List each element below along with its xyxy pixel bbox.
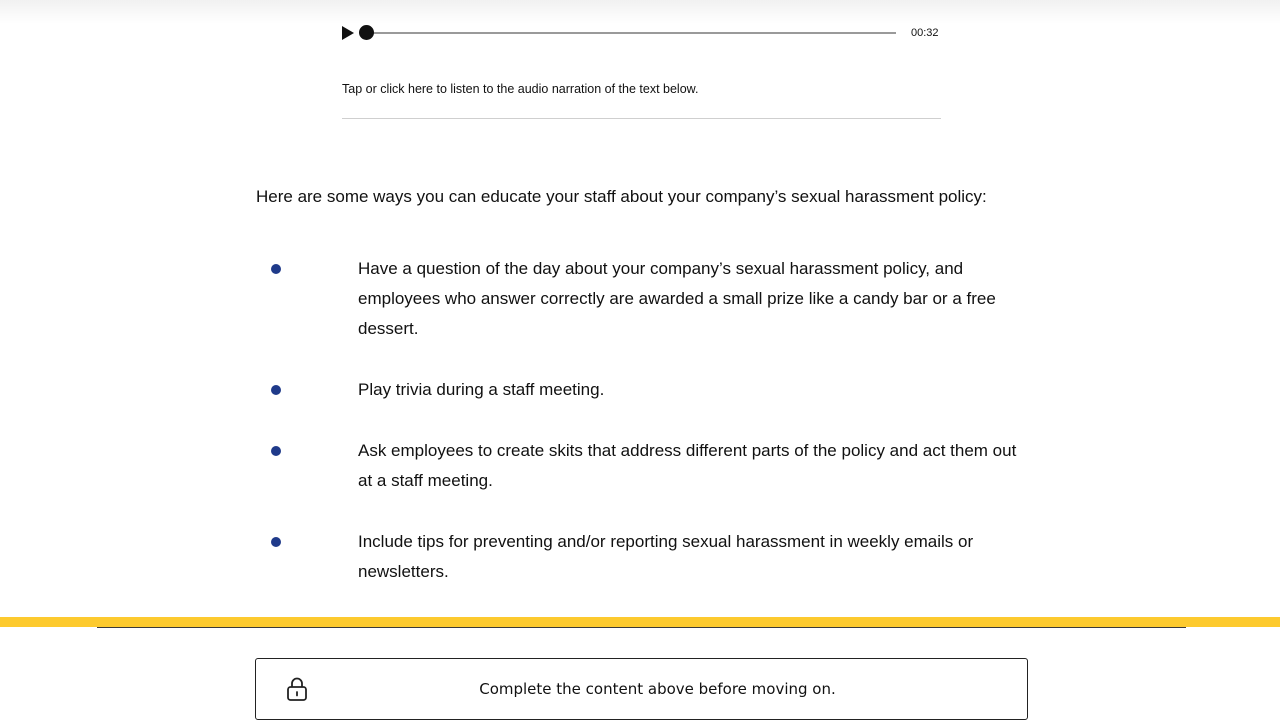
list-item-text: Ask employees to create skits that address different parts of the policy and act them out at a staff meeting. <box>358 441 1017 490</box>
divider <box>342 118 941 119</box>
divider <box>97 627 1186 628</box>
audio-progress-track[interactable] <box>364 32 896 34</box>
continue-button[interactable] <box>255 658 1028 720</box>
section-accent-bar <box>0 617 1280 627</box>
bullet-icon <box>271 537 281 547</box>
top-shadow <box>0 0 1280 24</box>
list-item-text: Include tips for preventing and/or reporting sexual harassment in weekly emails or newsletters. <box>358 532 974 581</box>
audio-duration: 00:32 <box>911 27 939 39</box>
play-icon[interactable] <box>342 26 354 40</box>
list-item <box>256 527 1056 587</box>
audio-caption[interactable]: Tap or click here to listen to the audio narration of the text below. <box>342 82 699 96</box>
bullet-icon <box>271 264 281 274</box>
list-item-text: Have a question of the day about your company’s sexual harassment policy, and employees who answer correctly are awarded a small prize like a candy bar or a free dessert. <box>358 259 996 338</box>
list-item <box>256 436 1056 496</box>
intro-text: Here are some ways you can educate your staff about your company’s sexual harassment policy: <box>256 187 987 206</box>
list-item-text: Play trivia during a staff meeting. <box>358 380 605 399</box>
list-item <box>256 375 1056 405</box>
list-item <box>256 254 1056 344</box>
bullet-icon <box>271 446 281 456</box>
bullet-icon <box>271 385 281 395</box>
continue-label: Complete the content above before moving on. <box>479 680 836 698</box>
audio-scrubber-handle[interactable] <box>359 25 374 40</box>
audio-player <box>342 22 940 44</box>
bullet-list <box>256 254 1056 618</box>
